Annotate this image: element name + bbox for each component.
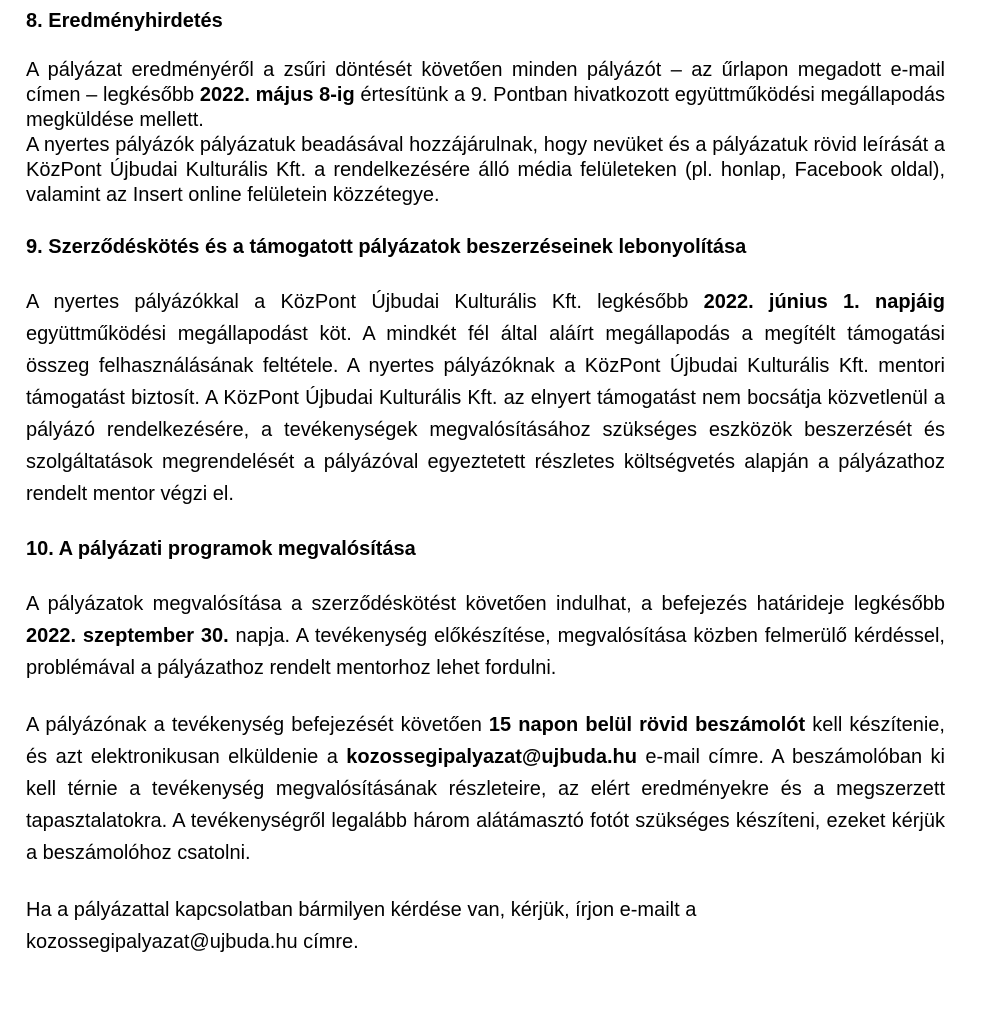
text: napja. A tevékenység előkészítése, megvalósítása közben felmerülő kérdéssel, problémával a pályázathoz rendelt mentorhoz lehet fordulni.	[26, 625, 945, 679]
section-10-paragraph-2	[26, 709, 945, 869]
contract-date: 2022. június 1. napjáig	[703, 291, 945, 313]
section-10-paragraph-1	[26, 588, 945, 684]
text: értesítünk a 9. Pontban hivatkozott együttműködési megállapodás megküldése mellett.	[26, 84, 946, 131]
section-8-heading: 8. Eredményhirdetés	[26, 10, 223, 32]
text: kell készítenie, és azt elektronikusan elküldenie a	[26, 714, 945, 768]
report-deadline: 15 napon belül rövid beszámolót	[488, 714, 806, 736]
section-8-paragraph-2: A nyertes pályázók pályázatuk beadásával hozzájárulnak, hogy nevüket és a pályázatuk rövid leírását a KözPont Újbudai Kulturális Kft. a rendelkezésére álló média felületeken (pl. honlap, Facebook oldal), valamint az Insert online felületein közzétegye.	[26, 134, 945, 206]
text: együttműködési megállapodást köt. A mindkét fél által aláírt megállapodás a megítélt támogatási összeg felhasználásának feltétele. A nyertes pályázóknak a KözPont Újbudai Kulturális Kft. mentori támogatást biztosít. A KözPont Újbudai Kulturális Kft. az elnyert támogatást nem bocsátja közvetlenül a pályázó rendelkezésére, a tevékenységek megvalósításához szükséges eszközök beszerzését és szolgáltatások megrendelését a pályázóval egyeztetett részletes költségvetés alapján a pályázathoz rendelt mentor végzi el.	[26, 323, 945, 505]
text: e-mail címre. A beszámolóban ki kell térnie a tevékenység megvalósításának részleteire, az elért eredményekre és a megszerzett tapasztalatokra. A tevékenységről legalább három alátámasztó fotót szükséges készíteni, ezeket kérjük a beszámolóhoz csatolni.	[26, 746, 945, 864]
email-address: kozossegipalyazat@ujbuda.hu	[346, 746, 637, 768]
section-9-heading: 9. Szerződéskötés és a támogatott pályázatok beszerzéseinek lebonyolítása	[26, 236, 747, 258]
section-9-paragraph-1	[26, 286, 945, 510]
text: A pályázat eredményéről a zsűri döntését követően minden pályázót – az űrlapon megadott e-mail címen – legkésőbb	[26, 59, 945, 106]
completion-date: 2022. szeptember 30.	[26, 625, 229, 647]
text: A pályázónak a tevékenység befejezését követően	[26, 714, 489, 736]
text: A pályázatok megvalósítása a szerződéskötést követően indulhat, a befejezés határideje legkésőbb	[26, 593, 945, 615]
deadline-date: 2022. május 8-ig	[199, 84, 355, 106]
text: A nyertes pályázókkal a KözPont Újbudai Kulturális Kft. legkésőbb	[26, 291, 704, 313]
section-10-heading: 10. A pályázati programok megvalósítása	[26, 538, 416, 560]
section-8-paragraph-1	[26, 58, 945, 133]
section-10-paragraph-3: Ha a pályázattal kapcsolatban bármilyen kérdése van, kérjük, írjon e-mailt a kozossegipalyazat@ujbuda.hu címre.	[26, 899, 697, 953]
